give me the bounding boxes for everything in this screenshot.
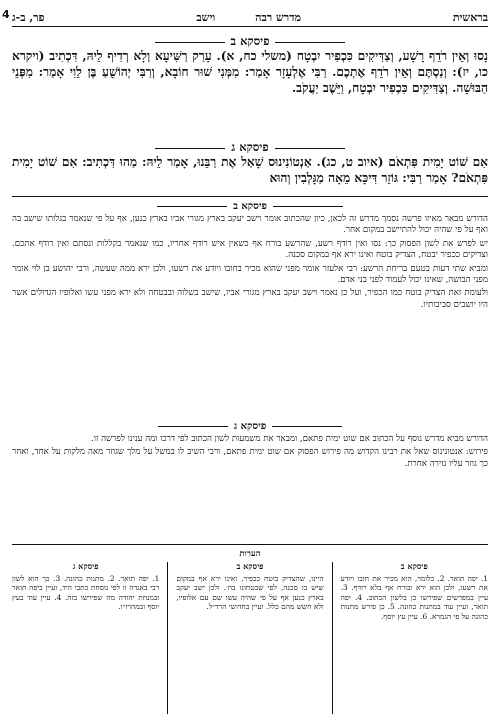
- heading-rule: [272, 426, 342, 427]
- commentary-paragraph: ולעומת זאת הצדיק בוטח כמו הכפיר, ועל כן נאמר וישב יעקב בארץ מגורי אביו, שישב בשלוה ובבטחה ולא ירא מפני עשו ואלופיו הגדולים אשר היו יושבים סביבותיו.: [12, 288, 488, 310]
- heading-rule: [157, 206, 227, 207]
- book-title: בראשית: [452, 10, 488, 24]
- section-b-heading: פיסקא ב: [12, 34, 488, 48]
- notes-column-heading: פיסקא ב: [400, 562, 428, 571]
- section-g-text: אִם שׁוֹט יָמִית פִּתְאֹם (איוב ט, כג). אַנְטוֹנִינוּס שָׁאַל אֶת רַבֵּנוּ, אָמַר לֵיהּ: מַהוּ דִּכְתִיב: אִם שׁוֹט יָמִית פִּתְאֹם? אָמַר רַבִּי: גּוֹזֵר דִּיכָּא מֵאָה מַגָּלְבִין וְהוּא: [12, 155, 488, 185]
- notes-column-text: היינו, שהצדיק בוטח ככפיר, ואינו ירא אף במקום שיש בו סכנה, לפי שבטחונו בה׳. ולכן ישב יעקב בארץ כנען אף על פי שהיה עשו שם עם אלופיו, ולא חשש מהם כלל. ועיין בחדושי הרד״ל.: [176, 573, 324, 612]
- commentary-paragraph: פירוש: אנטונינוס שאל את רבינו הקדוש מה פירוש הפסוק אם שוט ימית פתאם, ורבי השיב לו במשל על מלך שגוזר מאה מלקות על אחד, ואחר כך גוזר עליו גזירה אחרת.: [12, 447, 488, 469]
- notes-column-right: [341, 562, 488, 714]
- page-number: 4: [2, 8, 10, 21]
- section-b-conclusion: וְצַדִּיקִים כִּכְפִיר יִבְטָח, וַיֵּשֶׁב יַעֲקֹב.: [291, 81, 448, 95]
- section-b-text: [12, 48, 488, 96]
- commentary-b: [12, 200, 488, 311]
- running-header: [12, 8, 488, 27]
- heading-rule: [155, 42, 225, 43]
- work-title: מדרש רבה: [255, 10, 302, 24]
- commentary-paragraph: ומביא שתי דעות בטעם בריחת הרשע: רבי אלעזר אומר מפני שהוא מכיר בחובו ויודע את רשעו, ולכן ירא ממה שעשה, ורבי יהושע בן לוי אומר מפני הבושה, שאינו יכול לעמוד לפני בני אדם.: [12, 263, 488, 286]
- header-center: [196, 11, 301, 24]
- notes-title: הערות: [239, 549, 261, 559]
- column-separator: [332, 562, 333, 714]
- heading-rule: [275, 42, 345, 43]
- commentary-paragraph: הדורש מביא מדרש נוסף על הכתוב אם שוט ימית פתאם, ומבאר את משמעות לשון הכתוב לפי דרכו ומה ענינו לפרשה זו.: [91, 434, 488, 444]
- chapter-ref: פר, ב-ג: [12, 10, 45, 24]
- commentary-g-heading: פיסקא ג: [12, 420, 488, 434]
- section-g: [12, 140, 488, 186]
- notes-column-left: [12, 562, 159, 714]
- commentary-g-body: [12, 434, 488, 470]
- commentary-paragraph: יש לפרש את לשון הפסוק כך: נסו ואין רודף רשע, שהרשע בורח אף כשאין איש רודף אחריו, כמו שנאמר בקללות ונסתם ואין רודף אתכם. וצדיקים ככפיר יבטח, הצדיק בוטח ואינו ירא אף במקום סכנה.: [12, 238, 488, 261]
- notes-column-heading: פיסקא ב: [236, 562, 264, 571]
- heading-rule: [273, 206, 343, 207]
- heading-rule: [155, 148, 225, 149]
- footnotes: [12, 562, 488, 714]
- parasha-title: וישב: [196, 10, 216, 24]
- section-b-verse: נָסוּ וְאֵין רֹדֵף רָשָׁע, וְצַדִּיקִים כִּכְפִיר יִבְטָח (משלי כח, א). עָרַק רַשִּׁיעָא וְלָא רְדִיף לֵיהּ, דִּכְתִיב (ויקרא כו, יז): וְנַסְתֶּם וְאֵין רֹדֵף אֶתְכֶם.: [12, 49, 489, 79]
- notes-column-text: 1. יפה תואר. 2. כלומר, הוא מכיר את חובו ויודע את רשעו, ולכן הוא ירא ובורח אף בלא רודף. 3. עיין במפרשים שפירשו כן בלשון הכתוב. 4. יפה תואר, ועיין עוד במתנות כהונה. 5. כן פירש מתנות כהונה על פי הגמרא. 6. עיין עץ יוסף.: [340, 573, 488, 621]
- section-g-heading: פיסקא ג: [12, 140, 488, 154]
- notes-column-text: 1. יפה תואר. 2. מתנות כהונה. 3. כך הוא לשון רבי באגדה זו לפי נוסחת כתבי היד, ועיין ביפה תואר ובמנחת יהודה מה שפירשו בזה. 4. עיין עוד בעץ יוסף ובמהרז״ו.: [12, 573, 160, 612]
- section-b: [12, 34, 488, 96]
- heading-rule: [158, 426, 228, 427]
- column-separator: [167, 562, 168, 714]
- main-divider: [12, 196, 488, 197]
- notes-divider: [12, 544, 488, 545]
- heading-rule: [275, 148, 345, 149]
- commentary-b-heading: פיסקא ב: [12, 200, 488, 214]
- commentary-paragraph: הדורש מבאר מאיזו פרשה נסמך מדרש זה לכאן, כיון שהכתוב אומר וישב יעקב בארץ מגורי אביו בארץ כנען, אף על פי שנאמר בגלותו שישב בה ואף על פי שהיה יכול להתיישב במקום אחר.: [12, 214, 488, 236]
- notes-column-heading: פיסקא ג: [72, 562, 99, 571]
- section-b-dispute: רַבִּי אֶלְעָזָר אָמַר: מִמְּנִי שׁוּר חוֹבָא, וְרַבִּי יְהוֹשֻׁעַ בֶּן לֵוִי אָמַר: מִפְּנֵי הַבּוּשָׁה.: [12, 65, 488, 95]
- notes-column-middle: [176, 562, 323, 714]
- commentary-b-body: [12, 214, 488, 311]
- commentary-g: [12, 420, 488, 470]
